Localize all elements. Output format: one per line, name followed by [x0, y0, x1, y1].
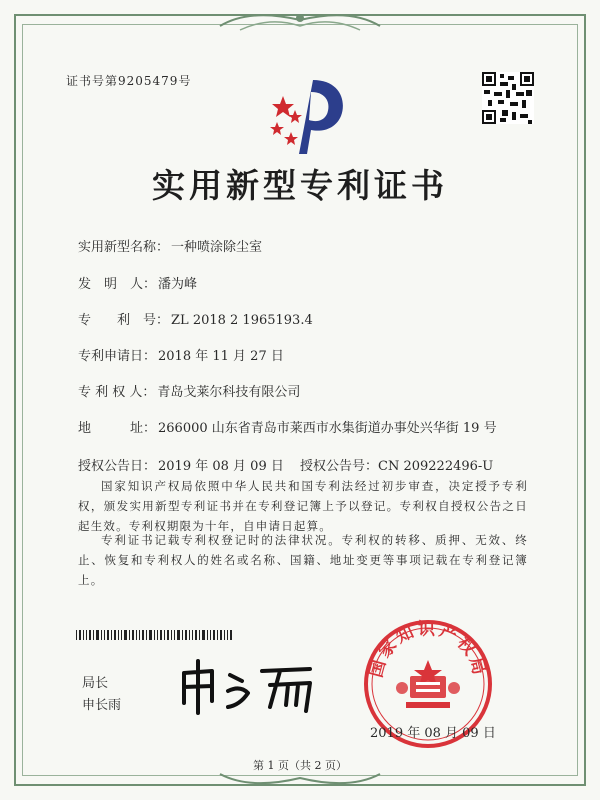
director-signature — [170, 655, 320, 715]
address-label: 地 址： — [78, 421, 157, 436]
patentee-value: 青岛戈莱尔科技有限公司 — [157, 385, 301, 400]
field-patent-number — [78, 309, 313, 328]
utility-model-name-label: 实用新型名称： — [78, 240, 170, 255]
field-filing-date — [78, 345, 284, 364]
announce-date-value: 2019 年 08 月 09 日 — [158, 459, 284, 474]
address-value: 266000 山东省青岛市莱西市水集街道办事处兴华街 19 号 — [158, 421, 497, 436]
barcode — [76, 630, 232, 640]
announce-date-label: 授权公告日： — [78, 459, 157, 474]
seal-date: 2019 年 08 月 09 日 — [370, 726, 496, 741]
inventor-label: 发 明 人： — [78, 277, 157, 292]
field-utility-model-name — [78, 236, 262, 255]
filing-date-label: 专利申请日： — [78, 349, 157, 364]
qr-code — [482, 72, 534, 124]
body-paragraph-2: 专利证书记载专利权登记时的法律状况。专利权的转移、质押、无效、终止、恢复和专利权人的姓名或名称、国籍、地址变更等事项记载在专利登记簿上。 — [78, 533, 528, 587]
patent-office-logo — [255, 70, 355, 160]
director-title: 局长 — [82, 676, 109, 691]
inventor-value: 潘为峰 — [158, 277, 198, 292]
body-paragraph-1: 国家知识产权局依照中华人民共和国专利法经过初步审查，决定授予专利权，颁发实用新型专利证书并在专利登记簿上予以登记。专利权自授权公告之日起生效。专利权期限为十年，自申请日起算。 — [78, 479, 528, 533]
svg-text:国家知识产权局: 国家知识产权局 — [366, 619, 490, 680]
director-name: 申长雨 — [82, 698, 122, 713]
announce-number-label: 授权公告号： — [300, 459, 379, 474]
field-announce-date — [78, 455, 284, 474]
announce-number-value: CN 209222496-U — [378, 459, 494, 474]
patentee-label: 专 利 权 人： — [78, 385, 156, 400]
patent-number-label: 专 利 号： — [78, 313, 170, 328]
field-address — [78, 417, 497, 436]
certificate-number: 证书号第9205479号 — [66, 74, 192, 88]
utility-model-name-value: 一种喷涂除尘室 — [171, 240, 263, 255]
field-announce-number — [300, 455, 493, 474]
field-patentee — [78, 381, 300, 400]
top-ornament — [210, 6, 390, 36]
filing-date-value: 2018 年 11 月 27 日 — [158, 349, 284, 364]
certificate-title: 实用新型专利证书 — [152, 166, 448, 205]
field-inventor — [78, 273, 197, 292]
page-number: 第 1 页（共 2 页） — [253, 759, 347, 772]
patent-number-value: ZL 2018 2 1965193.4 — [171, 313, 313, 328]
